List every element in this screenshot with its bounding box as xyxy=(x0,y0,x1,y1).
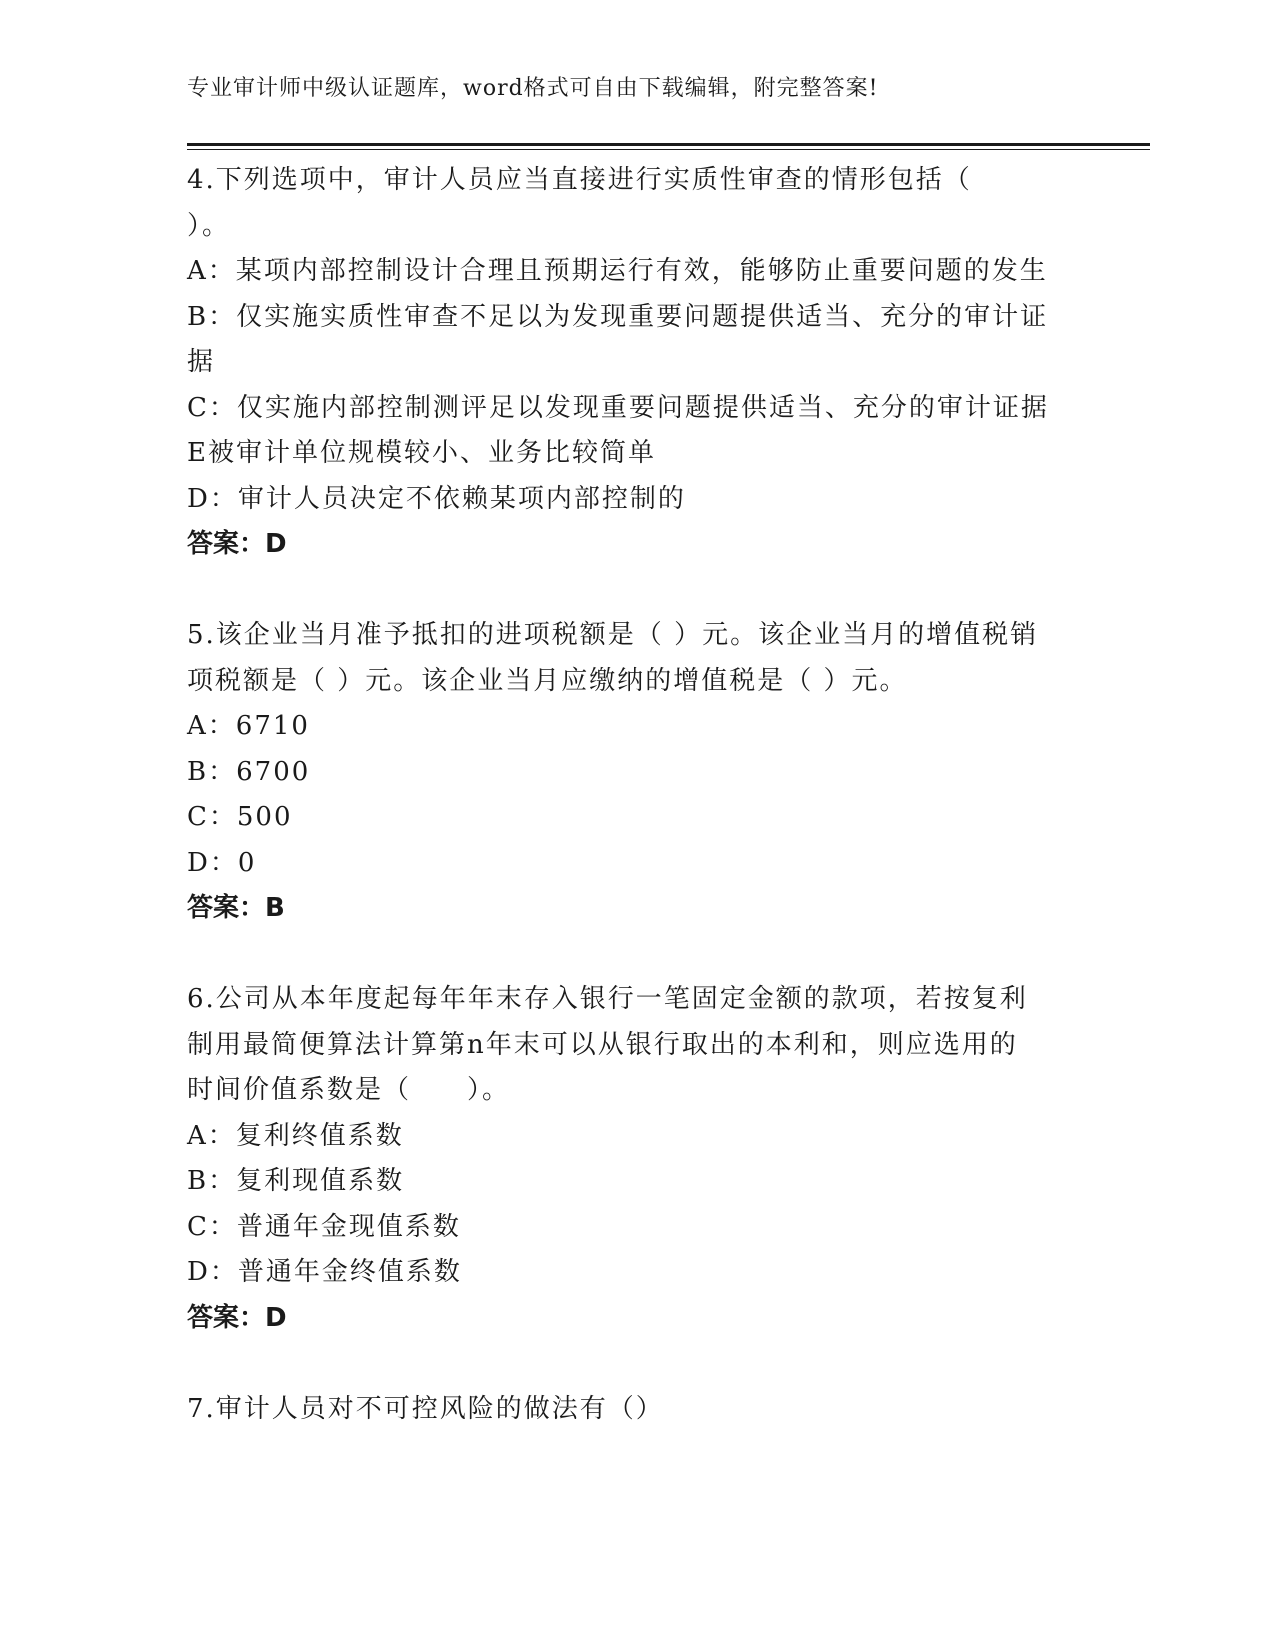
option-d: D：普通年金终值系数 xyxy=(187,1257,462,1287)
option-a: A：复利终值系数 xyxy=(187,1120,404,1151)
option-b-continued: 据 xyxy=(187,347,216,377)
question-7 xyxy=(187,1387,1087,1433)
option-a: A：6710 xyxy=(187,711,310,741)
spacer xyxy=(187,568,1087,614)
question-list xyxy=(187,158,1087,1432)
option-a: A：某项内部控制设计合理且预期运行有效，能够防止重要问题的发生 xyxy=(187,256,1048,286)
option-c: C：仅实施内部控制测评足以发现重要问题提供适当、充分的审计证据 xyxy=(187,392,1049,423)
option-d: D：0 xyxy=(187,847,257,878)
question-5 xyxy=(187,613,1087,932)
spacer xyxy=(187,1341,1087,1387)
answer: 答案：D xyxy=(187,1302,287,1333)
question-text-line: 4.下列选项中，审计人员应当直接进行实质性审查的情形包括（ xyxy=(187,165,972,195)
option-b: B：仅实施实质性审查不足以为发现重要问题提供适当、充分的审计证 xyxy=(187,301,1049,332)
answer: 答案：D xyxy=(187,529,287,559)
question-text-line: ）。 xyxy=(187,210,231,241)
spacer xyxy=(187,932,1087,978)
option-b: B：6700 xyxy=(187,756,311,787)
option-b: B：复利现值系数 xyxy=(187,1166,405,1196)
question-text-line: 制用最简便算法计算第n年末可以从银行取出的本利和，则应选用的 xyxy=(187,1029,1018,1060)
question-6 xyxy=(187,977,1087,1341)
answer: 答案：B xyxy=(187,893,285,923)
question-4 xyxy=(187,158,1087,568)
option-d: D：审计人员决定不依赖某项内部控制的 xyxy=(187,483,686,514)
option-c: C：500 xyxy=(187,802,293,832)
question-text-line: 7.审计人员对不可控风险的做法有（） xyxy=(187,1393,664,1424)
question-text-line: 项税额是（ ）元。该企业当月应缴纳的增值税是（ ）元。 xyxy=(187,665,908,696)
question-text-line: 6.公司从本年度起每年年末存入银行一笔固定金额的款项，若按复利 xyxy=(187,984,1028,1014)
option-e: E被审计单位规模较小、业务比较简单 xyxy=(187,438,656,468)
question-text-line: 时间价值系数是（ ）。 xyxy=(187,1075,511,1105)
header-rule-thick xyxy=(187,143,1150,146)
option-c: C：普通年金现值系数 xyxy=(187,1211,461,1242)
question-text-line: 5.该企业当月准予抵扣的进项税额是（ ）元。该企业当月的增值税销 xyxy=(187,620,1039,650)
document-header: 专业审计师中级认证题库，word格式可自由下载编辑，附完整答案! xyxy=(187,76,879,101)
header-rule-thin xyxy=(187,149,1150,150)
